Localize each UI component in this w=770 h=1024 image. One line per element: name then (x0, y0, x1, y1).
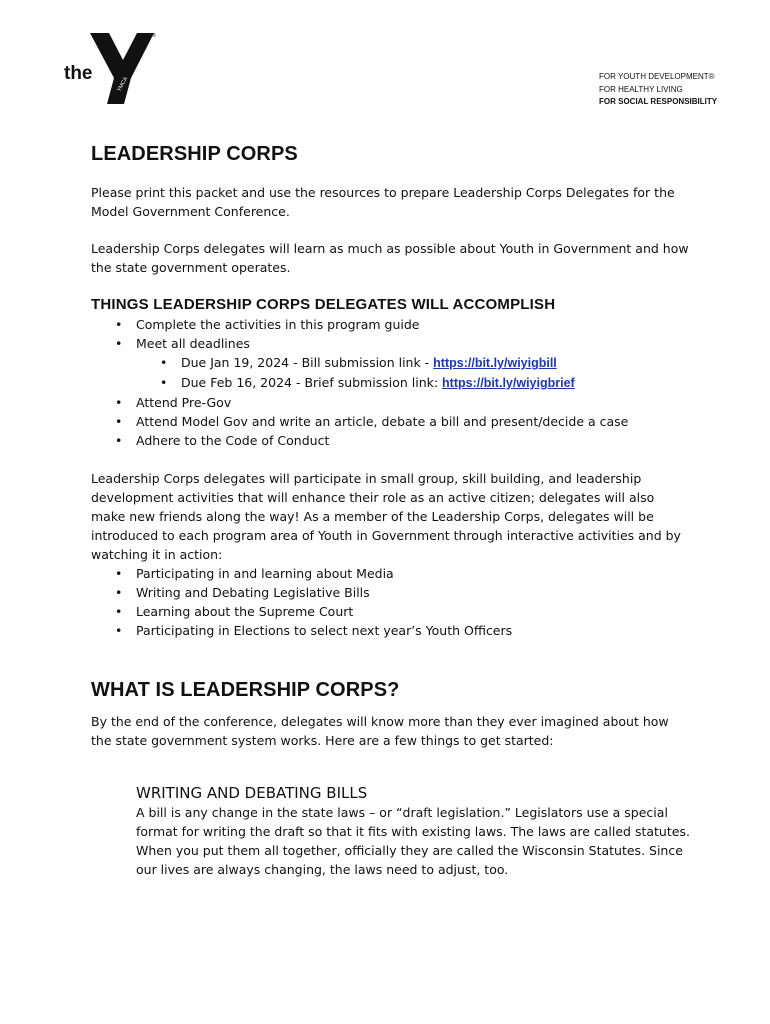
accomplish-list (91, 315, 691, 353)
list-item (91, 353, 691, 373)
ymca-tagline (599, 71, 717, 109)
ymca-logo (62, 30, 162, 106)
list-item: • Attend Pre-Gov (91, 393, 691, 412)
logo-trademark: ® (152, 33, 156, 39)
tagline-line: FOR YOUTH DEVELOPMENT® (599, 72, 715, 81)
subsection-heading: WRITING AND DEBATING BILLS (136, 784, 368, 802)
deadline-list (91, 353, 691, 393)
list-item: • Writing and Debating Legislative Bills (91, 583, 691, 602)
deadline-text: Due Jan 19, 2024 - Bill submission link - (181, 355, 434, 370)
intro-paragraph: Leadership Corps delegates will learn as much as possible about Youth in Government and how the state government operates. (91, 241, 689, 275)
list-item: • Adhere to the Code of Conduct (91, 431, 691, 450)
list-item: • Complete the activities in this program guide (91, 315, 691, 334)
accomplish-heading: THINGS LEADERSHIP CORPS DELEGATES WILL ACCOMPLISH (91, 296, 556, 313)
document-body (91, 141, 691, 879)
logo-y-mark (90, 33, 154, 104)
list-item (91, 373, 691, 393)
list-item: • Attend Model Gov and write an article, debate a bill and present/decide a case (91, 412, 691, 431)
section-paragraph: By the end of the conference, delegates will know more than they ever imagined about how the state government system works. Here are a few things to get started: (91, 714, 669, 748)
deadline-text: Due Feb 16, 2024 - Brief submission link: (181, 375, 443, 390)
participation-paragraph: Leadership Corps delegates will participate in small group, skill building, and leadership development activities that will enhance their role as an active citizen; delegates will also make new friends along the way! As a member of the Leadership Corps, delegates will be introduced to each program area of Youth in Government through interactive activities and by watching it in action: (91, 471, 681, 562)
list-item: • Participating in and learning about Media (91, 564, 691, 583)
bill-submission-link[interactable]: https://bit.ly/wiyigbill (433, 356, 557, 370)
tagline-line: FOR HEALTHY LIVING (599, 84, 683, 94)
accomplish-list-continued (91, 393, 691, 450)
page-title: LEADERSHIP CORPS (91, 143, 298, 165)
list-item: • Meet all deadlines (91, 334, 691, 353)
logo-ymca-text: YMCA (116, 76, 130, 93)
section-title: WHAT IS LEADERSHIP CORPS? (91, 679, 400, 701)
participation-list (91, 564, 691, 640)
brief-submission-link[interactable]: https://bit.ly/wiyigbrief (442, 376, 575, 390)
tagline-line: FOR SOCIAL RESPONSIBILITY (599, 97, 718, 106)
subsection-paragraph: A bill is any change in the state laws – or “draft legislation.” Legislators use a special format for writing the draft so that it fits with existing laws. The laws are called statutes. When you put them all together, officially they are called the Wisconsin Statutes. Since our lives are always changing, the laws need to adjust, too. (136, 805, 690, 877)
list-item: • Learning about the Supreme Court (91, 602, 691, 621)
logo-the-text: the (64, 63, 93, 84)
list-item: • Participating in Elections to select next year’s Youth Officers (91, 621, 691, 640)
intro-paragraph: Please print this packet and use the resources to prepare Leadership Corps Delegates for the Model Government Conference. (91, 185, 675, 219)
